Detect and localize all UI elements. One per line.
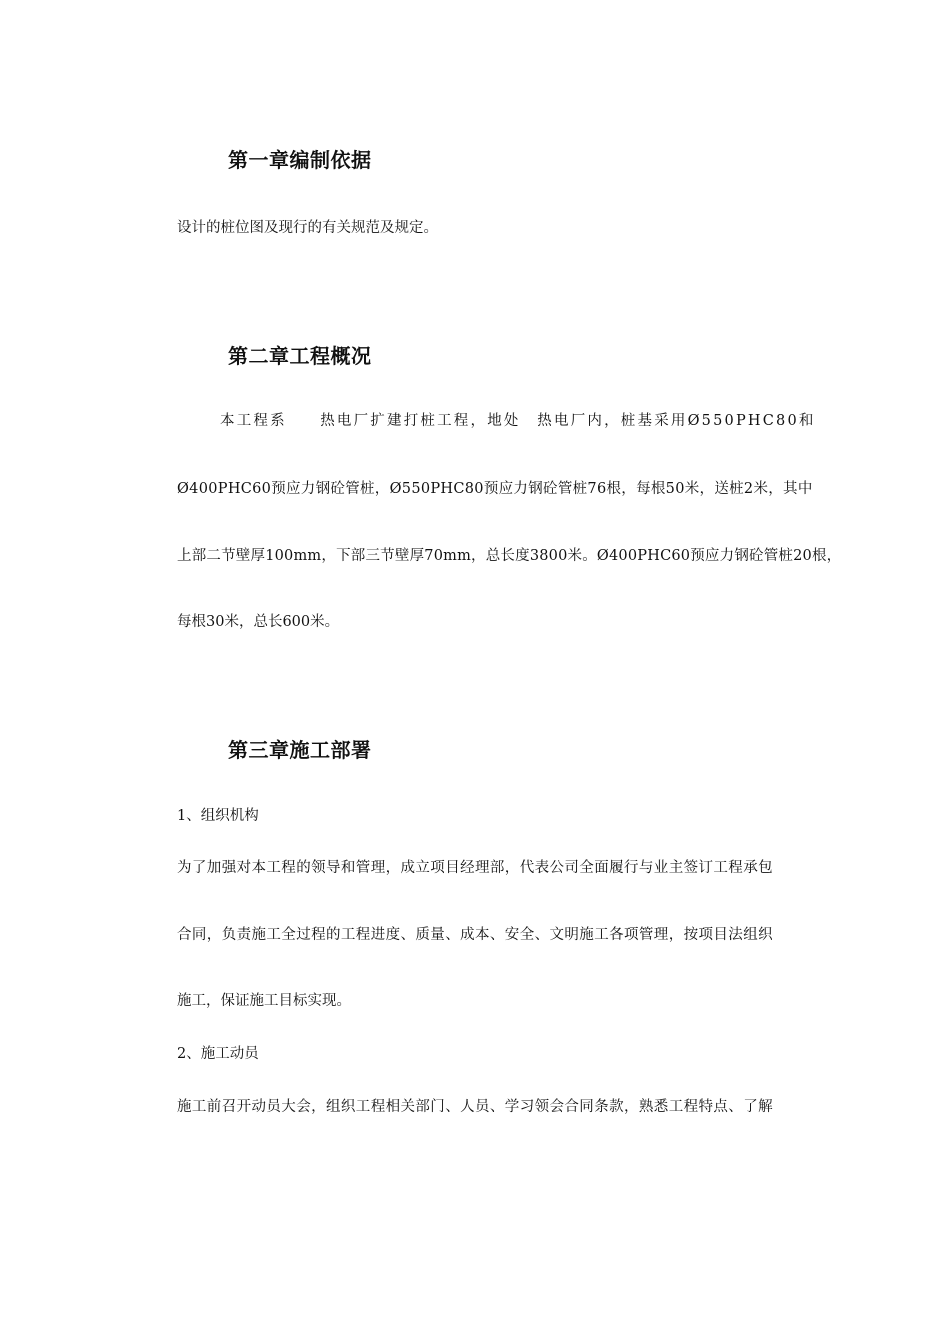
section-1-heading: 1、组织机构 — [177, 808, 259, 824]
section-1-line-3: 施工，保证施工目标实现。 — [177, 993, 351, 1009]
chapter-2-line-3: 上部二节壁厚100mm，下部三节壁厚70mm，总长度3800米。Ø400PHC60预应力钢砼管桩20根， — [177, 548, 842, 564]
chapter-2-line-2: Ø400PHC60预应力钢砼管桩，Ø550PHC80预应力钢砼管桩76根，每根50米，送桩2米，其中 — [177, 481, 813, 497]
chapter-3-title: 第三章施工部署 — [228, 738, 372, 762]
section-1-line-2: 合同，负责施工全过程的工程进度、质量、成本、安全、文明施工各项管理，按项目法组织 — [177, 927, 773, 943]
section-2-heading: 2、施工动员 — [177, 1046, 259, 1062]
chapter-1-text: 设计的桩位图及现行的有关规范及规定。 — [177, 220, 438, 236]
chapter-1-title: 第一章编制依据 — [228, 148, 372, 172]
chapter-2-line-4: 每根30米，总长600米。 — [177, 614, 340, 630]
chapter-2-title: 第二章工程概况 — [228, 344, 372, 368]
section-2-line-1: 施工前召开动员大会，组织工程相关部门、人员、学习领会合同条款，熟悉工程特点、了解 — [177, 1099, 773, 1115]
section-1-line-1: 为了加强对本工程的领导和管理，成立项目经理部，代表公司全面履行与业主签订工程承包 — [177, 860, 773, 876]
chapter-2-line-1: 本工程系 热电厂扩建打桩工程，地处 热电厂内，桩基采用Ø550PHC80和 — [220, 413, 816, 429]
